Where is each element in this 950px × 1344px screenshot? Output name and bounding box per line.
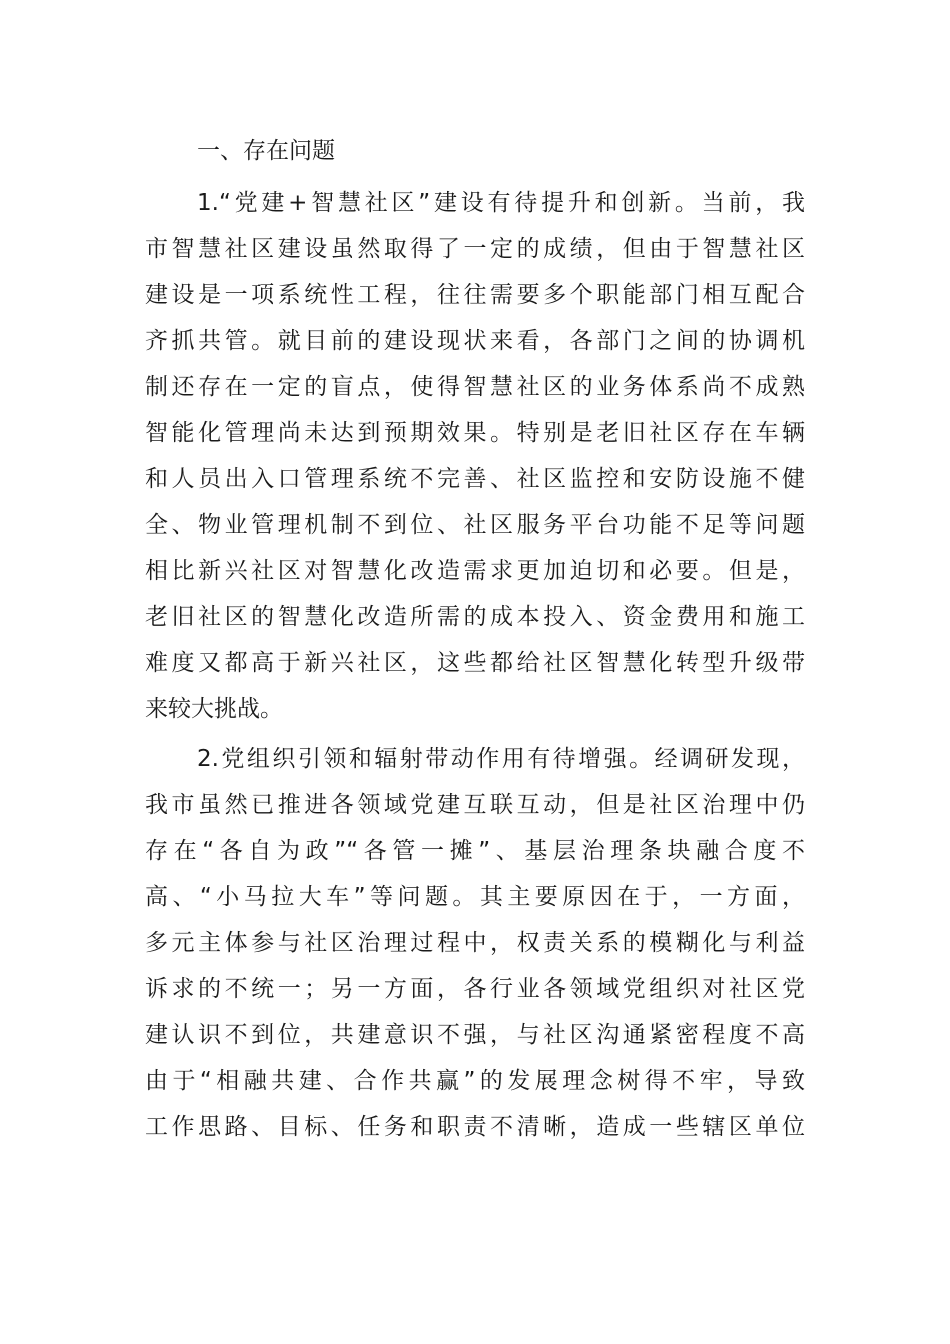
document-body: [145, 128, 805, 1154]
paragraph-line: 1.“党建+智慧社区”建设有待提升和创新。当前，我: [197, 190, 805, 216]
paragraph-line: 我市虽然已推进各领域党建互联互动，但是社区治理中仍: [145, 792, 805, 818]
section-heading: 一、存在问题: [197, 138, 335, 164]
paragraph-line: 2.党组织引领和辐射带动作用有待增强。经调研发现，: [197, 746, 805, 772]
paragraph-line: 相比新兴社区对智慧化改造需求更加迫切和必要。但是，: [145, 558, 805, 584]
paragraph-line: 诉求的不统一；另一方面，各行业各领域党组织对社区党: [145, 976, 805, 1002]
paragraph-line: 高、“小马拉大车”等问题。其主要原因在于，一方面，: [145, 884, 805, 910]
paragraph-line: 难度又都高于新兴社区，这些都给社区智慧化转型升级带: [145, 650, 805, 676]
paragraph-1: [145, 180, 805, 732]
paragraph-line: 存在“各自为政”“各管一摊”、基层治理条块融合度不: [145, 838, 805, 864]
paragraph-line: 工作思路、目标、任务和职责不清晰，造成一些辖区单位: [145, 1114, 805, 1140]
paragraph-line: 市智慧社区建设虽然取得了一定的成绩，但由于智慧社区: [145, 236, 805, 262]
paragraph-line: 来较大挑战。: [145, 696, 283, 722]
paragraph-line: 智能化管理尚未达到预期效果。特别是老旧社区存在车辆: [145, 420, 805, 446]
paragraph-line: 全、物业管理机制不到位、社区服务平台功能不足等问题: [145, 512, 805, 538]
paragraph-line: 由于“相融共建、合作共赢”的发展理念树得不牢，导致: [145, 1068, 805, 1094]
paragraph-line: 齐抓共管。就目前的建设现状来看，各部门之间的协调机: [145, 328, 805, 354]
paragraph-line: 制还存在一定的盲点，使得智慧社区的业务体系尚不成熟: [145, 374, 805, 400]
paragraph-line: 和人员出入口管理系统不完善、社区监控和安防设施不健: [145, 466, 805, 492]
paragraph-line: 老旧社区的智慧化改造所需的成本投入、资金费用和施工: [145, 604, 805, 630]
paragraph-line: 多元主体参与社区治理过程中，权责关系的模糊化与利益: [145, 930, 805, 956]
paragraph-line: 建设是一项系统性工程，往往需要多个职能部门相互配合: [145, 282, 805, 308]
paragraph-line: 建认识不到位，共建意识不强，与社区沟通紧密程度不高: [145, 1022, 805, 1048]
paragraph-2: [145, 736, 805, 1150]
